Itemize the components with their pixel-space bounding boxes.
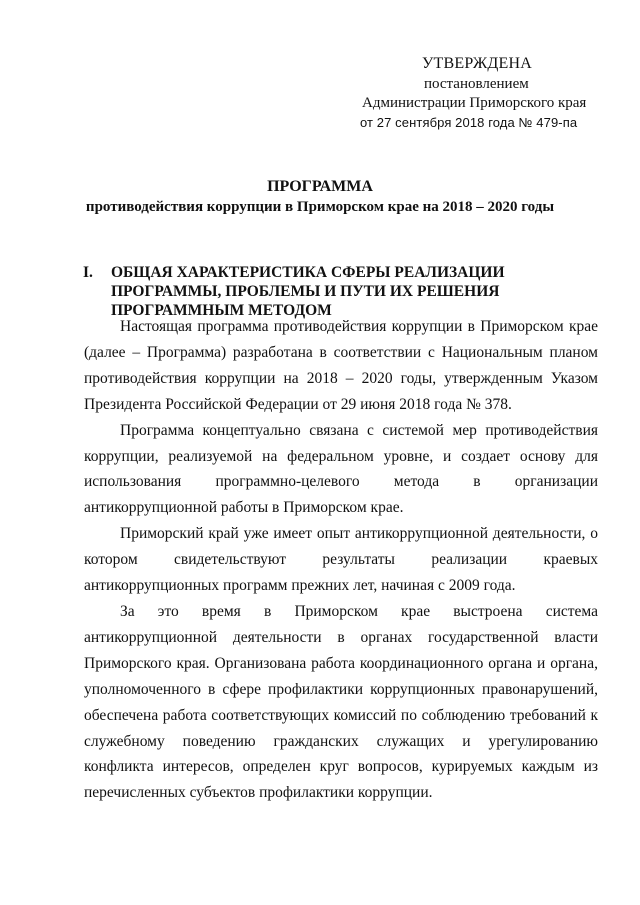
program-subtitle: противодействия коррупции в Приморском крае на 2018 – 2020 годы [85,199,555,215]
paragraph: Приморский край уже имеет опыт антикоррупционной деятельности, о котором свидетельствуют результаты реализации краевых антикоррупционных программ прежних лет, начиная с 2009 года. [84,525,598,595]
paragraph: За это время в Приморском крае выстроена система антикоррупционной деятельности в органах государственной власти Приморского края. Организована работа координационного органа и органа, уполномоченного в сфере профилактики коррупционных правонарушений, обеспечена работа соответствующих комиссий по соблюдению требований к служебному поведению гражданских служащих и урегулированию конфликта интересов, определен круг вопросов, курируемых каждым из перечисленных субъектов профилактики коррупции. [84,602,598,802]
paragraph: Настоящая программа противодействия коррупции в Приморском крае (далее – Программа) разработана в соответствии с Национальным планом противодействия коррупции на 2018 – 2020 годы, утвержденным Указом Президента Российской Федерации от 29 июня 2018 года № 378. [84,318,598,413]
approval-administration: Администрации Приморского края [362,95,587,111]
paragraph: Программа концептуально связана с системой мер противодействия коррупции, реализуемой на федеральном уровне, и создает основу для использования программно-целевого метода в организации антикоррупционной работы в Приморском крае. [84,421,598,517]
program-title: ПРОГРАММА [267,178,373,195]
approval-stamp-title: УТВЕРЖДЕНА [422,55,533,72]
body-text [84,314,598,806]
approval-by-decree: постановлением [424,76,529,92]
approval-date-number: от 27 сентября 2018 года № 479-па [360,115,578,130]
section-title: ОБЩАЯ ХАРАКТЕРИСТИКА СФЕРЫ РЕАЛИЗАЦИИ ПРОГРАММЫ, ПРОБЛЕМЫ И ПУТИ ИХ РЕШЕНИЯ ПРОГРАММНЫМ МЕТОДОМ [111,264,505,319]
section-number: I. [83,264,93,281]
